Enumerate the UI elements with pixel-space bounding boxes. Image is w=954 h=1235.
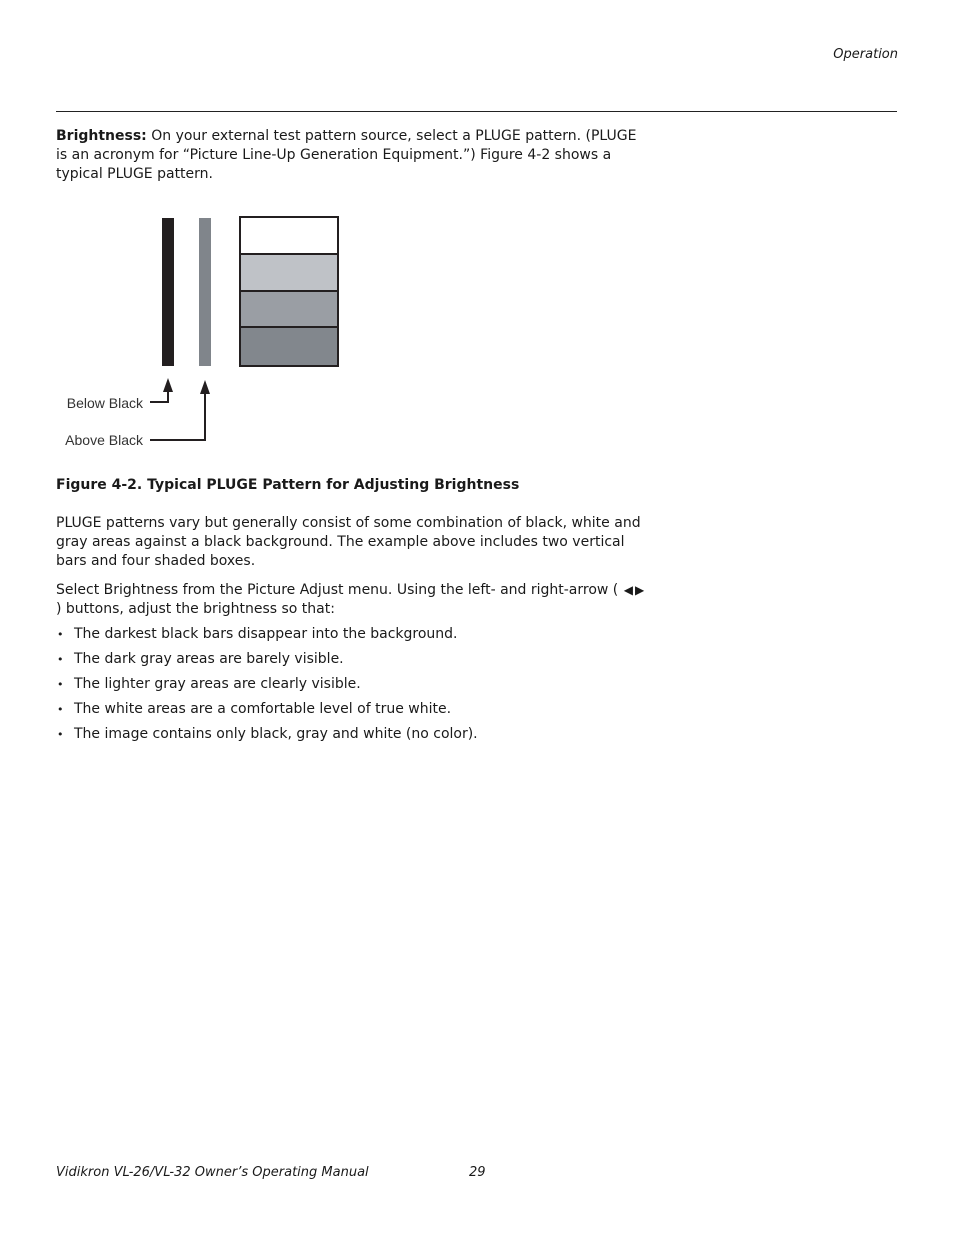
- left-arrow-icon: ◀: [623, 583, 633, 597]
- instructions-text-after: ) buttons, adjust the brightness so that:: [56, 601, 335, 617]
- adjustment-criteria-list: [56, 625, 478, 750]
- above-black-leader-line: [150, 391, 205, 440]
- mid-gray-box: [240, 291, 338, 327]
- intro-text: On your external test pattern source, select a PLUGE pattern. (PLUGE is an acronym for “Picture Line-Up Generation Equipment.”) Figure 4-2 shows a typical PLUGE pattern.: [56, 128, 637, 182]
- list-item: • The image contains only black, gray and white (no color).: [56, 725, 478, 750]
- pluge-description-paragraph: PLUGE patterns vary but generally consist of some combination of black, white and gray areas against a black background. The example above includes two vertical bars and four shaded boxes.: [56, 515, 641, 569]
- brightness-term: Brightness:: [56, 128, 147, 144]
- running-header: Operation: [833, 47, 898, 62]
- instructions-paragraph: [56, 581, 646, 619]
- list-item: • The darkest black bars disappear into the background.: [56, 625, 478, 650]
- list-item: • The white areas are a comfortable level of true white.: [56, 700, 478, 725]
- dark-gray-box: [240, 327, 338, 366]
- footer-manual-title: Vidikron VL-26/VL-32 Owner’s Operating Manual: [56, 1165, 369, 1180]
- header-rule: [56, 111, 897, 112]
- above-black-bar: [199, 218, 211, 366]
- above-black-arrowhead: [200, 380, 210, 394]
- pluge-pattern-figure: [50, 205, 370, 455]
- white-box: [240, 217, 338, 254]
- right-arrow-icon: ▶: [634, 583, 645, 597]
- list-item: • The dark gray areas are barely visible.: [56, 650, 478, 675]
- light-gray-box: [240, 254, 338, 291]
- below-black-bar: [162, 218, 174, 366]
- intro-paragraph: [56, 127, 646, 184]
- above-black-label: Above Black: [65, 432, 143, 448]
- instructions-text-before: Select Brightness from the Picture Adjust menu. Using the left- and right-arrow (: [56, 582, 623, 598]
- list-item: • The lighter gray areas are clearly visible.: [56, 675, 478, 700]
- figure-caption: Figure 4-2. Typical PLUGE Pattern for Adjusting Brightness: [56, 477, 520, 493]
- below-black-arrowhead: [163, 378, 173, 392]
- page-number: 29: [469, 1165, 486, 1180]
- below-black-label: Below Black: [66, 395, 143, 411]
